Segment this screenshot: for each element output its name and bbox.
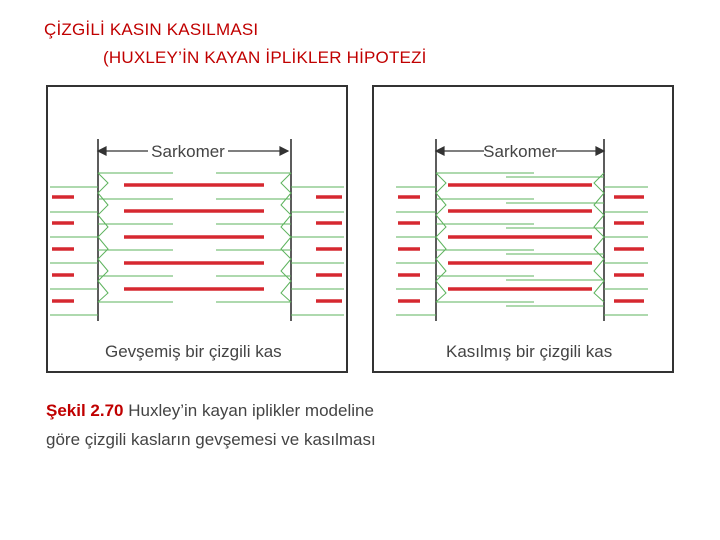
myosin-filaments [52, 185, 342, 301]
contracted-muscle-label: Kasılmış bir çizgili kas [446, 342, 613, 361]
figure-caption-text1: Huxley’in kayan iplikler modeline [128, 401, 374, 420]
figure-caption-line2: göre çizgili kasların gevşemesi ve kasılması [46, 430, 376, 449]
contracted-sarcomere-diagram [374, 87, 672, 371]
relaxed-muscle-panel [46, 85, 348, 373]
sarcomere-label: Sarkomer [151, 142, 225, 161]
figure-caption-line1 [46, 401, 374, 421]
myosin-filaments [398, 185, 644, 301]
figure-number: Şekil 2.70 [46, 401, 124, 420]
actin-filaments [396, 173, 648, 315]
actin-filaments [50, 173, 344, 315]
page-title-line1: ÇİZGİLİ KASIN KASILMASI [44, 20, 259, 39]
relaxed-sarcomere-diagram [48, 87, 346, 371]
relaxed-muscle-label: Gevşemiş bir çizgili kas [105, 342, 282, 361]
page-title-line2: (HUXLEY’İN KAYAN İPLİKLER HİPOTEZİ [103, 48, 427, 67]
sarcomere-label: Sarkomer [483, 142, 557, 161]
contracted-muscle-panel [372, 85, 674, 373]
